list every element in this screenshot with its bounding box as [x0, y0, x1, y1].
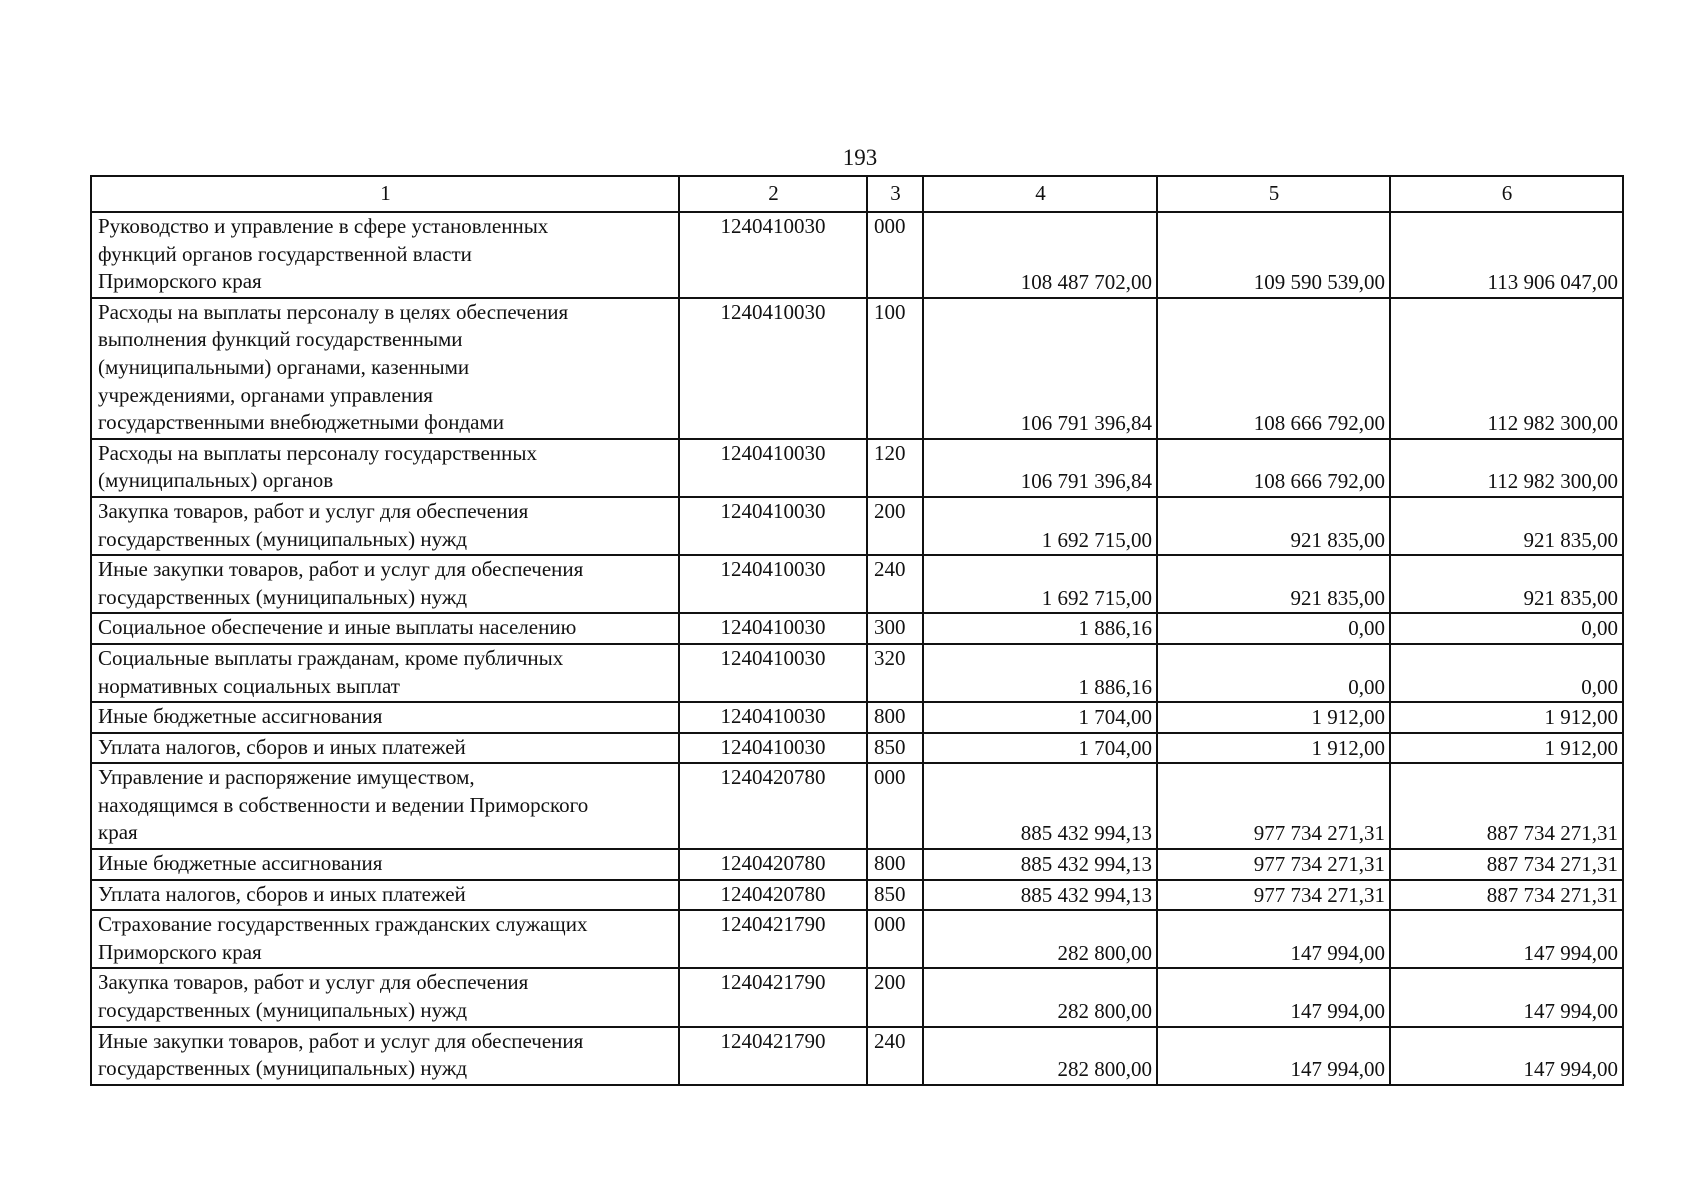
expense-name-line: Иные закупки товаров, работ и услуг для обеспечения	[98, 1028, 584, 1053]
table-row	[91, 968, 1623, 1026]
expense-name-cell	[91, 613, 679, 644]
amount-col-5: 1 912,00	[1157, 733, 1390, 764]
amount-col-6: 0,00	[1390, 613, 1623, 644]
target-article-code: 1240420780	[679, 880, 867, 911]
expense-name-line: (муниципальных) органов	[98, 468, 334, 493]
expense-name-cell	[91, 212, 679, 298]
target-article-code: 1240410030	[679, 212, 867, 298]
amount-col-4: 885 432 994,13	[923, 849, 1157, 880]
expense-type-code: 000	[867, 763, 923, 849]
amount-col-6: 147 994,00	[1390, 910, 1623, 968]
table-row	[91, 1027, 1623, 1085]
amount-col-5: 0,00	[1157, 644, 1390, 702]
expense-name-cell	[91, 497, 679, 555]
table-row	[91, 298, 1623, 439]
expense-type-code: 240	[867, 1027, 923, 1085]
target-article-code: 1240410030	[679, 555, 867, 613]
expense-name-cell	[91, 298, 679, 439]
target-article-code: 1240410030	[679, 298, 867, 439]
target-article-code: 1240421790	[679, 910, 867, 968]
expense-name-cell	[91, 968, 679, 1026]
amount-col-5: 108 666 792,00	[1157, 439, 1390, 497]
expense-name-line: Управление и распоряжение имуществом,	[98, 765, 475, 790]
expense-name-line: Приморского края	[98, 269, 262, 294]
expense-name-cell	[91, 555, 679, 613]
table-row	[91, 497, 1623, 555]
expense-type-code: 320	[867, 644, 923, 702]
amount-col-4: 282 800,00	[923, 1027, 1157, 1085]
page-number: 193	[842, 145, 878, 170]
amount-col-4: 106 791 396,84	[923, 439, 1157, 497]
amount-col-5: 1 912,00	[1157, 702, 1390, 733]
expense-name-line: Иные бюджетные ассигнования	[98, 851, 383, 876]
amount-col-4: 1 886,16	[923, 644, 1157, 702]
budget-table	[90, 175, 1624, 1086]
expense-type-code: 200	[867, 968, 923, 1026]
expense-name-line: функций органов государственной власти	[98, 241, 472, 266]
expense-name-line: Расходы на выплаты персоналу государственных	[98, 440, 537, 465]
expense-name-line: нормативных социальных выплат	[98, 673, 400, 698]
table-row	[91, 439, 1623, 497]
expense-name-line: Уплата налогов, сборов и иных платежей	[98, 881, 466, 906]
amount-col-6: 1 912,00	[1390, 702, 1623, 733]
expense-name-line: Социальное обеспечение и иные выплаты населению	[98, 615, 577, 640]
target-article-code: 1240420780	[679, 849, 867, 880]
expense-type-code: 800	[867, 702, 923, 733]
expense-name-line: Закупка товаров, работ и услуг для обеспечения	[98, 970, 529, 995]
amount-col-5: 147 994,00	[1157, 1027, 1390, 1085]
expense-name-cell	[91, 733, 679, 764]
expense-name-line: находящимся в собственности и ведении Приморского	[98, 792, 589, 817]
amount-col-6: 112 982 300,00	[1390, 298, 1623, 439]
amount-col-5: 109 590 539,00	[1157, 212, 1390, 298]
column-number-4: 4	[923, 176, 1157, 212]
target-article-code: 1240410030	[679, 644, 867, 702]
column-number-6: 6	[1390, 176, 1623, 212]
amount-col-6: 112 982 300,00	[1390, 439, 1623, 497]
amount-col-4: 106 791 396,84	[923, 298, 1157, 439]
expense-type-code: 000	[867, 910, 923, 968]
amount-col-6: 0,00	[1390, 644, 1623, 702]
table-row	[91, 763, 1623, 849]
amount-col-6: 147 994,00	[1390, 968, 1623, 1026]
amount-col-6: 147 994,00	[1390, 1027, 1623, 1085]
expense-type-code: 240	[867, 555, 923, 613]
expense-name-line: государственных (муниципальных) нужд	[98, 584, 468, 609]
amount-col-4: 282 800,00	[923, 968, 1157, 1026]
column-number-2: 2	[679, 176, 867, 212]
expense-name-cell	[91, 702, 679, 733]
expense-type-code: 200	[867, 497, 923, 555]
expense-name-line: (муниципальными) органами, казенными	[98, 354, 470, 379]
column-number-3: 3	[867, 176, 923, 212]
amount-col-4: 1 692 715,00	[923, 555, 1157, 613]
target-article-code: 1240410030	[679, 702, 867, 733]
amount-col-4: 885 432 994,13	[923, 880, 1157, 911]
table-row	[91, 212, 1623, 298]
table-row	[91, 880, 1623, 911]
target-article-code: 1240410030	[679, 497, 867, 555]
expense-name-line: государственных (муниципальных) нужд	[98, 526, 468, 551]
expense-name-line: государственных (муниципальных) нужд	[98, 998, 468, 1023]
amount-col-5: 977 734 271,31	[1157, 849, 1390, 880]
expense-name-line: государственных (муниципальных) нужд	[98, 1056, 468, 1081]
expense-type-code: 800	[867, 849, 923, 880]
expense-name-line: Руководство и управление в сфере установленных	[98, 214, 549, 238]
amount-col-4: 1 704,00	[923, 702, 1157, 733]
expense-name-line: Приморского края	[98, 939, 262, 964]
amount-col-6: 921 835,00	[1390, 555, 1623, 613]
table-row	[91, 644, 1623, 702]
expense-type-code: 100	[867, 298, 923, 439]
amount-col-6: 1 912,00	[1390, 733, 1623, 764]
table-row	[91, 849, 1623, 880]
expense-name-line: государственными внебюджетными фондами	[98, 410, 505, 435]
amount-col-5: 921 835,00	[1157, 555, 1390, 613]
expense-type-code: 120	[867, 439, 923, 497]
expense-name-cell	[91, 880, 679, 911]
amount-col-6: 113 906 047,00	[1390, 212, 1623, 298]
expense-name-cell	[91, 849, 679, 880]
expense-name-line: края	[98, 820, 138, 845]
target-article-code: 1240410030	[679, 613, 867, 644]
column-number-5: 5	[1157, 176, 1390, 212]
expense-name-line: Страхование государственных гражданских служащих	[98, 912, 588, 937]
expense-name-cell	[91, 1027, 679, 1085]
budget-table-body	[91, 176, 1623, 1085]
table-row	[91, 733, 1623, 764]
table-row	[91, 702, 1623, 733]
expense-name-line: Расходы на выплаты персоналу в целях обеспечения	[98, 299, 569, 324]
table-row	[91, 555, 1623, 613]
expense-name-line: Уплата налогов, сборов и иных платежей	[98, 734, 466, 759]
column-number-row	[91, 176, 1623, 212]
expense-name-cell	[91, 763, 679, 849]
amount-col-4: 885 432 994,13	[923, 763, 1157, 849]
target-article-code: 1240420780	[679, 763, 867, 849]
amount-col-5: 921 835,00	[1157, 497, 1390, 555]
target-article-code: 1240410030	[679, 733, 867, 764]
amount-col-5: 147 994,00	[1157, 968, 1390, 1026]
amount-col-4: 108 487 702,00	[923, 212, 1157, 298]
table-row	[91, 910, 1623, 968]
expense-name-line: Иные бюджетные ассигнования	[98, 704, 383, 729]
amount-col-6: 921 835,00	[1390, 497, 1623, 555]
amount-col-5: 977 734 271,31	[1157, 880, 1390, 911]
amount-col-5: 147 994,00	[1157, 910, 1390, 968]
amount-col-4: 282 800,00	[923, 910, 1157, 968]
amount-col-4: 1 704,00	[923, 733, 1157, 764]
expense-name-line: учреждениями, органами управления	[98, 382, 433, 407]
expense-type-code: 000	[867, 212, 923, 298]
amount-col-4: 1 692 715,00	[923, 497, 1157, 555]
amount-col-5: 977 734 271,31	[1157, 763, 1390, 849]
expense-name-line: Социальные выплаты гражданам, кроме публичных	[98, 645, 564, 670]
expense-type-code: 850	[867, 880, 923, 911]
amount-col-6: 887 734 271,31	[1390, 880, 1623, 911]
amount-col-6: 887 734 271,31	[1390, 763, 1623, 849]
expense-name-line: Закупка товаров, работ и услуг для обеспечения	[98, 498, 529, 523]
expense-name-line: выполнения функций государственными	[98, 327, 463, 352]
target-article-code: 1240421790	[679, 968, 867, 1026]
column-number-1: 1	[91, 176, 679, 212]
expense-name-cell	[91, 910, 679, 968]
target-article-code: 1240421790	[679, 1027, 867, 1085]
target-article-code: 1240410030	[679, 439, 867, 497]
table-row	[91, 613, 1623, 644]
expense-type-code: 300	[867, 613, 923, 644]
expense-name-cell	[91, 439, 679, 497]
expense-name-line: Иные закупки товаров, работ и услуг для обеспечения	[98, 557, 584, 582]
amount-col-4: 1 886,16	[923, 613, 1157, 644]
expense-name-cell	[91, 644, 679, 702]
amount-col-5: 108 666 792,00	[1157, 298, 1390, 439]
amount-col-5: 0,00	[1157, 613, 1390, 644]
expense-type-code: 850	[867, 733, 923, 764]
amount-col-6: 887 734 271,31	[1390, 849, 1623, 880]
